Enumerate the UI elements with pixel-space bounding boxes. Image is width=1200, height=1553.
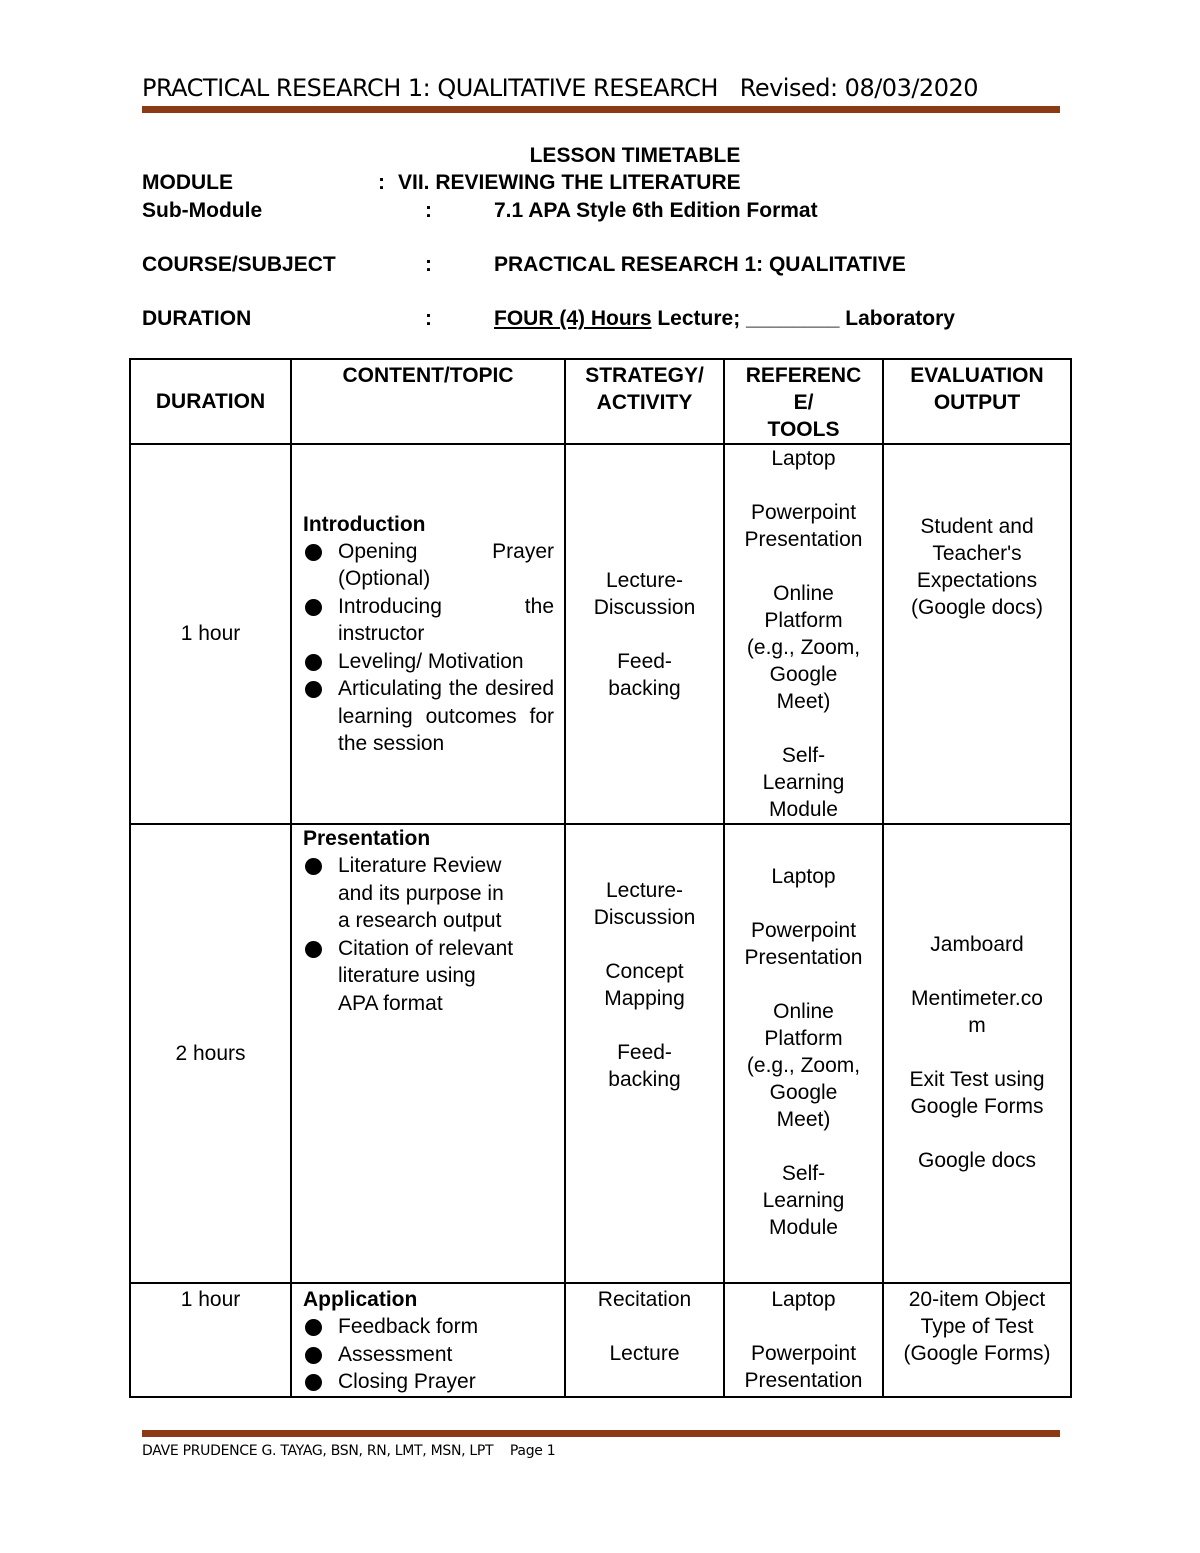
row-strategy: Lecture- Discussion Concept Mapping Feed- backing	[565, 824, 724, 1283]
list-item: Opening Prayer (Optional)	[338, 538, 554, 593]
row-reference: Laptop Powerpoint Presentation Online Platform (e.g., Zoom, Google Meet) Self- Learning Module	[724, 824, 883, 1283]
meta-submodule	[142, 199, 1062, 225]
meta-duration-colon: :	[425, 307, 432, 330]
meta-submodule-label: Sub-Module	[142, 199, 263, 222]
section-title: Presentation	[303, 827, 431, 850]
list-item: Introducing the instructor	[338, 593, 554, 648]
meta-course-colon: :	[425, 253, 432, 276]
meta-duration-label: DURATION	[142, 307, 252, 330]
table-row	[130, 1283, 1071, 1397]
bullet-list	[303, 852, 554, 1017]
header-duration: DURATION	[130, 359, 291, 444]
list-item: Assessment	[338, 1341, 554, 1369]
row-reference: Laptop Powerpoint Presentation Online Platform (e.g., Zoom, Google Meet) Self- Learning Module	[724, 444, 883, 824]
footer-divider	[142, 1430, 1060, 1437]
table-header-row	[130, 359, 1071, 444]
row-reference: Laptop Powerpoint Presentation	[724, 1283, 883, 1397]
row-duration: 1 hour	[130, 444, 291, 824]
page-header	[142, 74, 1060, 106]
list-item: Leveling/ Motivation	[338, 648, 554, 676]
meta-duration-value	[494, 307, 955, 331]
row-content	[291, 1283, 565, 1397]
meta-duration	[142, 307, 1062, 333]
row-content	[291, 444, 565, 824]
section-title: Introduction	[303, 512, 426, 536]
lesson-timetable	[129, 358, 1072, 1398]
meta-course-value: PRACTICAL RESEARCH 1: QUALITATIVE	[494, 253, 906, 276]
bullet-list	[303, 1313, 554, 1396]
table-row	[130, 824, 1071, 1283]
row-duration: 1 hour	[130, 1283, 291, 1397]
header-strategy-activity: STRATEGY/ ACTIVITY	[565, 359, 724, 444]
list-item: Citation of relevant literature using APA format	[338, 935, 514, 1018]
header-revised-date: Revised: 08/03/2020	[739, 74, 978, 102]
list-item: Articulating the desired learning outcomes for the session	[338, 675, 554, 758]
row-evaluation: Student and Teacher's Expectations (Google docs)	[883, 444, 1071, 824]
row-duration: 2 hours	[130, 824, 291, 1283]
meta-duration-rest: Lecture; ________ Laboratory	[651, 307, 955, 330]
row-evaluation: 20-item Object Type of Test (Google Forms)	[883, 1283, 1071, 1397]
page-footer	[142, 1443, 555, 1459]
row-strategy: Lecture- Discussion Feed- backing	[565, 444, 724, 824]
header-evaluation-output: EVALUATION OUTPUT	[883, 359, 1071, 444]
row-content	[291, 824, 565, 1283]
row-evaluation: Jamboard Mentimeter.co m Exit Test using Google Forms Google docs	[883, 824, 1071, 1283]
list-item: Literature Review and its purpose in a research output	[338, 852, 514, 935]
meta-module-colon: :	[378, 171, 385, 194]
meta-submodule-value: 7.1 APA Style 6th Edition Format	[494, 199, 818, 222]
meta-course	[142, 253, 1062, 279]
meta-module	[142, 171, 1062, 197]
section-title: Application	[303, 1288, 418, 1311]
header-divider	[142, 106, 1060, 113]
meta-course-label: COURSE/SUBJECT	[142, 253, 336, 276]
meta-module-value: VII. REVIEWING THE LITERATURE	[398, 171, 741, 194]
row-strategy: Recitation Lecture	[565, 1283, 724, 1397]
bullet-list	[303, 538, 554, 758]
meta-duration-hours: FOUR (4) Hours	[494, 307, 652, 330]
footer-author: DAVE PRUDENCE G. TAYAG, BSN, RN, LMT, MSN, LPT	[142, 1443, 494, 1459]
list-item: Closing Prayer	[338, 1368, 554, 1396]
meta-submodule-colon: :	[425, 199, 432, 222]
header-title: PRACTICAL RESEARCH 1: QUALITATIVE RESEARCH	[142, 74, 718, 102]
header-content-topic: CONTENT/TOPIC	[291, 359, 565, 444]
meta-module-label: MODULE	[142, 171, 233, 194]
table-row	[130, 444, 1071, 824]
lesson-title: LESSON TIMETABLE	[529, 144, 741, 167]
header-reference-tools: REFERENC E/ TOOLS	[724, 359, 883, 444]
footer-page-number: Page 1	[509, 1443, 556, 1459]
list-item: Feedback form	[338, 1313, 554, 1341]
